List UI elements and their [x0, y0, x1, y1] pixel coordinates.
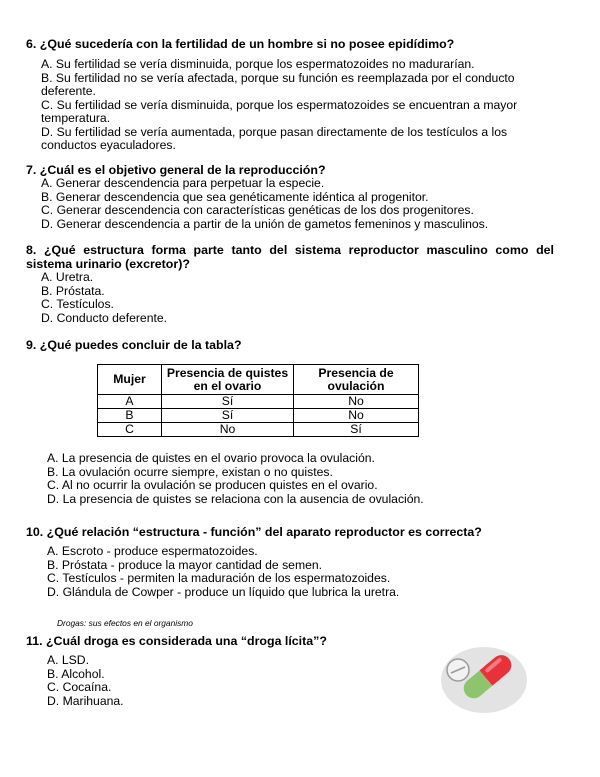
option-d: D. Conducto deferente.: [41, 310, 168, 325]
question-title: 10. ¿Qué relación “estructura - función” del aparato reproductor es correcta?: [26, 525, 482, 539]
table-cell: No: [294, 409, 419, 423]
option-b: B. La ovulación ocurre siempre, existan o no quistes.: [47, 464, 333, 479]
option-c: C. Al no ocurrir la ovulación se producen quistes en el ovario.: [47, 478, 378, 492]
option-a: A. Su fertilidad se vería disminuida, porque los espermatozoides no madurarían.: [41, 57, 475, 71]
question-10: [26, 525, 554, 599]
option-c: C. Cocaína.: [47, 680, 112, 694]
option-c: C. Testículos.: [41, 297, 114, 311]
section-caption: Drogas: sus efectos en el organismo: [57, 618, 193, 628]
table-header: Presencia de ovulación: [294, 365, 419, 395]
option-b: B. Su fertilidad no se vería afectada, porque su función es reemplazada por el conducto deferente.: [41, 70, 515, 98]
table-row: [98, 423, 419, 437]
table-cell: Sí: [162, 395, 294, 409]
option-d: D. Su fertilidad se vería aumentada, porque pasan directamente de los testículos a los conductos eyaculadores.: [41, 124, 508, 152]
option-a: A. LSD.: [47, 653, 89, 667]
option-a: A. Uretra.: [41, 270, 94, 284]
table-header: Presencia de quistes en el ovario: [162, 365, 294, 395]
option-a: A. Generar descendencia para perpetuar la especie.: [41, 176, 325, 190]
question-6: [26, 37, 554, 153]
question-7: [26, 163, 554, 231]
option-c: C. Su fertilidad se vería disminuida, porque los espermatozoides se encuentran a mayor temperatura.: [41, 97, 518, 125]
option-d: D. Glándula de Cowper - produce un líquido que lubrica la uretra.: [47, 584, 400, 599]
option-d: D. Marihuana.: [47, 693, 124, 708]
question-title: 7. ¿Cuál es el objetivo general de la reproducción?: [26, 163, 326, 177]
table-cell: Sí: [162, 409, 294, 423]
table-cell: Sí: [294, 423, 419, 437]
option-c: C. Generar descendencia con características genéticas de los dos progenitores.: [41, 203, 474, 217]
option-b: B. Próstata - produce la mayor cantidad de semen.: [47, 557, 323, 572]
table-cell: A: [98, 395, 162, 409]
table-cell: B: [98, 409, 162, 423]
table-row: [98, 409, 419, 423]
question-9: [26, 338, 554, 352]
question-title: 6. ¿Qué sucedería con la fertilidad de un hombre si no posee epidídimo?: [26, 37, 455, 51]
cyst-ovulation-table: [97, 364, 419, 437]
question-title: 8. ¿Qué estructura forma parte tanto del sistema reproductor masculino como del sistema urinario (excretor)?: [26, 243, 554, 271]
option-a: A. La presencia de quistes en el ovario provoca la ovulación.: [47, 451, 375, 465]
question-title: 9. ¿Qué puedes concluir de la tabla?: [26, 338, 242, 352]
table-cell: No: [162, 423, 294, 437]
table-row: [98, 395, 419, 409]
option-c: C. Testículos - permiten la maduración de los espermatozoides.: [47, 571, 391, 585]
question-9-options: [47, 452, 547, 506]
question-title: 11. ¿Cuál droga es considerada una “droga lícita”?: [26, 634, 327, 648]
option-a: A. Escroto - produce espermatozoides.: [47, 544, 258, 558]
option-b: B. Alcohol.: [47, 666, 105, 681]
option-d: D. Generar descendencia a partir de la unión de gametos femeninos y masculinos.: [41, 216, 489, 231]
table-cell: No: [294, 395, 419, 409]
option-d: D. La presencia de quistes se relaciona con la ausencia de ovulación.: [47, 491, 424, 506]
pills-icon: [438, 640, 530, 714]
table-cell: C: [98, 423, 162, 437]
question-8: [26, 243, 554, 325]
option-b: B. Generar descendencia que sea genéticamente idéntica al progenitor.: [41, 189, 429, 204]
table-header: Mujer: [98, 365, 162, 395]
option-b: B. Próstata.: [41, 283, 105, 298]
